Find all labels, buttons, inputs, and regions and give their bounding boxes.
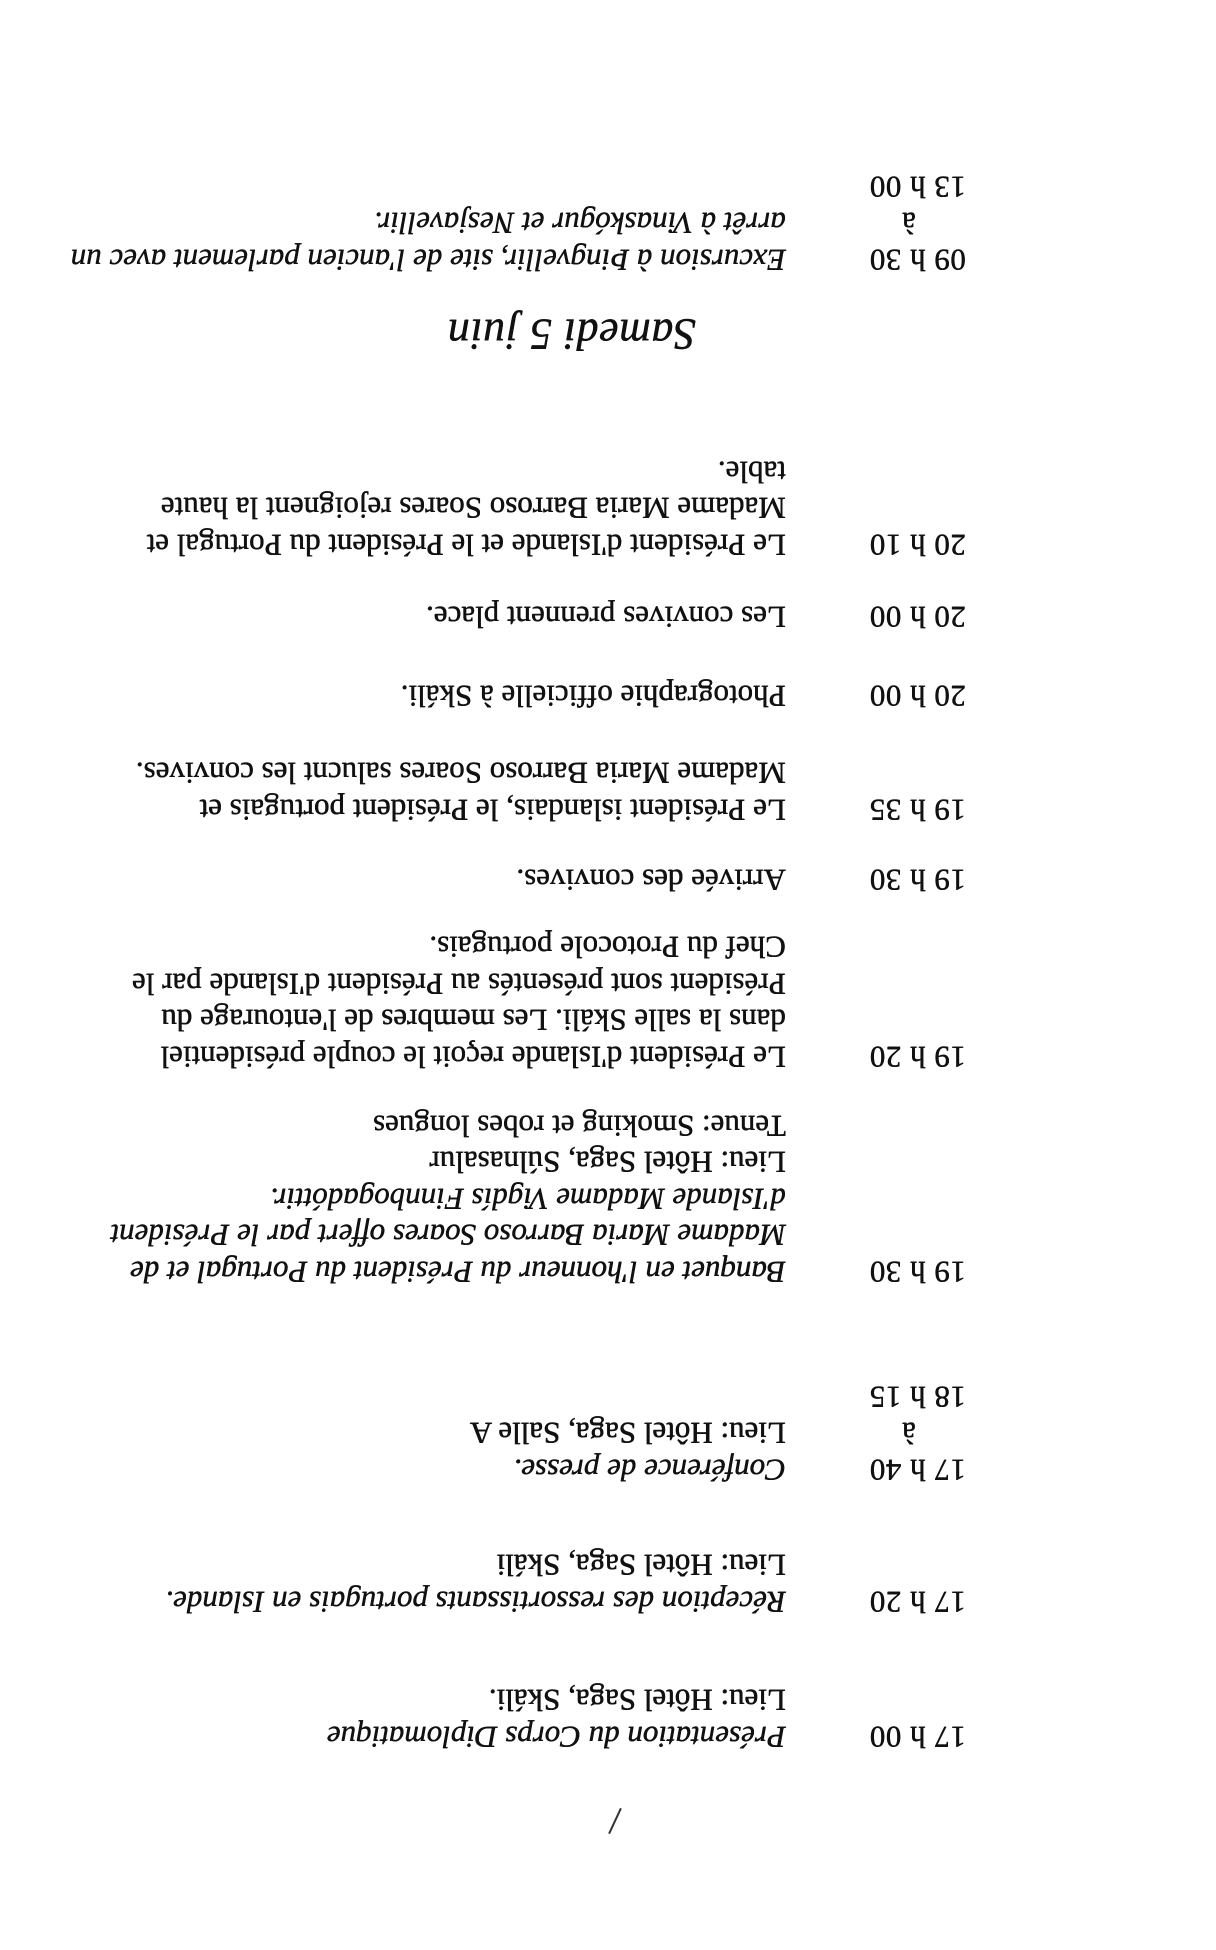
entry-body <box>165 1547 786 1620</box>
entry-line: Madame Maria Barroso Soares salucnt les convives. <box>136 756 786 792</box>
schedule-entry <box>176 677 966 714</box>
entry-time <box>846 1253 966 1290</box>
entry-body <box>176 1415 786 1488</box>
entry-time <box>846 1378 966 1488</box>
entry-line: Les convives prennent place. <box>426 600 786 635</box>
time-text: 09 h 30 <box>869 243 966 278</box>
entry-body <box>70 205 786 278</box>
entry-time <box>846 598 966 635</box>
entry-title: Réception des ressortissants portugais en Islande. <box>165 1585 786 1620</box>
time-text: 20 h 00 <box>869 679 966 714</box>
entry-line: dans la salle Skáli. Les membres de l'entourage du <box>161 1003 786 1039</box>
entry-body <box>146 453 786 563</box>
time-text: 13 h 00 <box>869 169 966 205</box>
entry-title: Excursion à Þingvellir, site de l'ancien parlement avec un <box>70 243 786 278</box>
entry-time <box>846 791 966 828</box>
entry-title: Madame Maria Barroso Soares offert par le Président <box>110 1218 786 1254</box>
time-text: 19 h 30 <box>869 863 966 898</box>
entry-title: Présentation du Corps Diplomatique <box>327 1720 786 1755</box>
entry-line: table. <box>718 454 786 490</box>
entry-body <box>110 1107 786 1290</box>
schedule-entry <box>165 1547 966 1620</box>
entry-time <box>846 1038 966 1075</box>
schedule-entry <box>176 598 966 635</box>
entry-line: Président sont présentés au Président d'Islande par le <box>132 966 786 1002</box>
entry-line: Lieu: Hôtel Saga, Skáli. <box>488 1683 786 1719</box>
entry-line: Madame Maria Barroso Soares rejoignent la haute <box>161 491 786 527</box>
entry-time <box>846 677 966 714</box>
day-heading: Samedi 5 juin <box>447 310 696 359</box>
entry-body <box>176 677 786 714</box>
schedule-entry <box>110 1107 966 1290</box>
entry-title: arrêt à Vinaskógur et Nesjavellir. <box>374 206 786 242</box>
schedule-entry <box>146 453 966 563</box>
entry-line: Le Président islandais, le Président portugais et <box>199 793 786 828</box>
entry-title: d'Islande Madame Vigdís Finnbogadóttir. <box>270 1181 786 1217</box>
time-text: 17 h 20 <box>869 1585 966 1620</box>
entry-line: Photographie officielle à Skáli. <box>400 679 786 714</box>
time-text: à <box>901 206 916 242</box>
entry-line: Lieu: Hôtel Saga, Skáli <box>496 1548 786 1584</box>
entry-body <box>136 755 786 828</box>
entry-time <box>846 168 966 278</box>
entry-line: Le Président d'Islande et le Président du Portugal et <box>146 528 786 563</box>
entry-line: Tenue: Smoking et robes longues <box>373 1108 786 1144</box>
time-text: 17 h 40 <box>869 1453 966 1488</box>
entry-body <box>132 929 786 1075</box>
entry-line: Lieu: Hôtel Saga, Salle A <box>470 1416 786 1452</box>
entry-time <box>846 526 966 563</box>
scan-mark <box>608 1808 622 1834</box>
schedule-entry <box>70 169 966 278</box>
time-text: 17 h 00 <box>869 1720 966 1755</box>
entry-body <box>176 861 786 898</box>
time-text: 20 h 00 <box>869 600 966 635</box>
entry-title: Conférence de presse. <box>513 1453 786 1488</box>
schedule-entry <box>176 1682 966 1755</box>
schedule-entry <box>176 861 966 898</box>
entry-time <box>846 861 966 898</box>
entry-line: Chef du Protocole portugais. <box>429 930 786 966</box>
time-text: 18 h 15 <box>869 1379 966 1415</box>
entry-line: Le Président d'Islande reçoit le couple présidentiel <box>160 1040 786 1075</box>
time-text: à <box>901 1416 916 1452</box>
entry-line: Arrivée des convives. <box>516 863 786 898</box>
entry-time <box>846 1583 966 1620</box>
entry-body <box>176 1682 786 1755</box>
time-text: 19 h 20 <box>869 1040 966 1075</box>
entry-body <box>176 598 786 635</box>
schedule-entry <box>136 755 966 828</box>
entry-title: Banquet en l'honneur du Président du Portugal et de <box>130 1255 786 1290</box>
schedule-entry <box>176 1379 966 1488</box>
entry-time <box>846 1718 966 1755</box>
time-text: 20 h 10 <box>869 528 966 563</box>
schedule-entry <box>132 929 966 1075</box>
time-text: 19 h 30 <box>869 1255 966 1290</box>
entry-line: Lieu: Hôtel Saga, Súlnasalur <box>429 1145 786 1181</box>
time-text: 19 h 35 <box>869 793 966 828</box>
